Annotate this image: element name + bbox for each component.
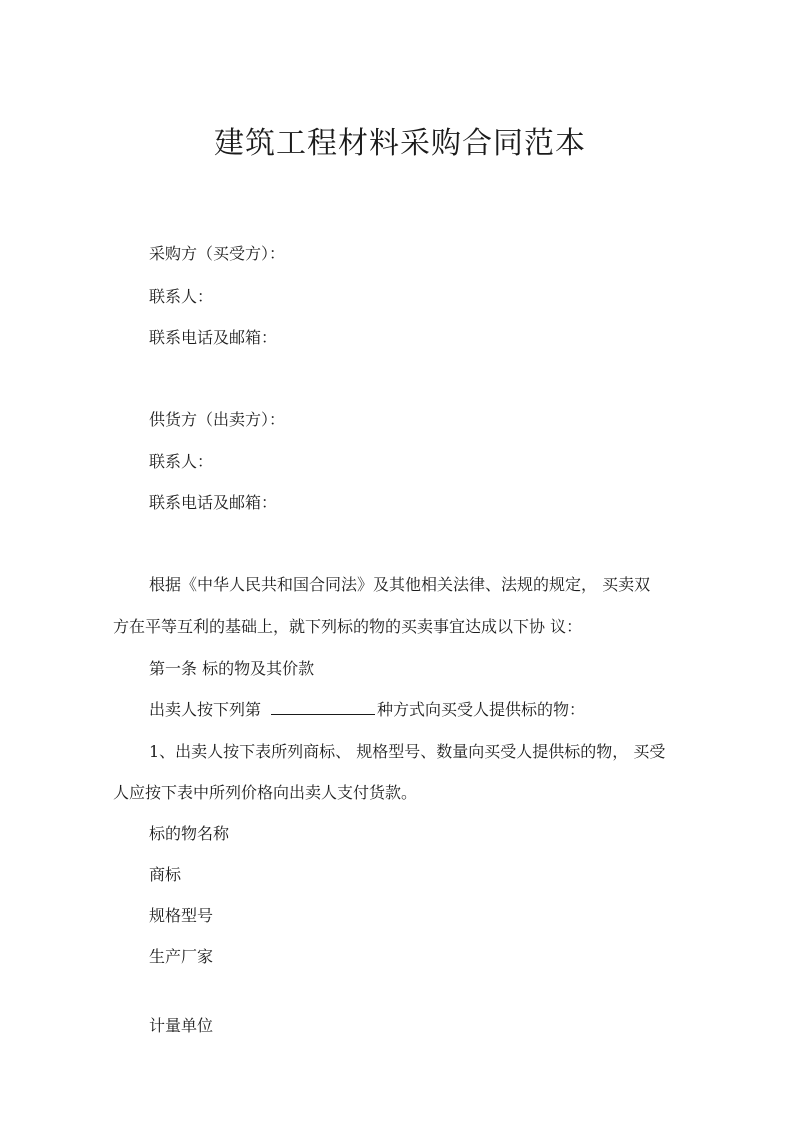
seller-party-label: 供货方（出卖方）： — [149, 410, 286, 429]
seller-phone-email-label: 联系电话及邮箱： — [149, 493, 278, 512]
clause1-line-2: 人应按下表中所列价格向出卖人支付货款。 — [113, 783, 418, 802]
supply-method-suffix: 种方式向买受人提供标的物： — [377, 700, 586, 719]
document-title: 建筑工程材料采购合同范本 — [214, 126, 586, 161]
preamble-line-2: 方在平等互利的基础上，就下列标的物的买卖事宜达成以下协 议： — [113, 617, 583, 636]
buyer-party-label: 采购方（买受方）： — [149, 244, 286, 263]
seller-contact-label: 联系人： — [149, 452, 214, 471]
article1-heading: 第一条 标的物及其价款 — [149, 659, 315, 678]
clause1-line-1: 1、出卖人按下表所列商标、 规格型号、数量向买受人提供标的物， 买受 — [149, 742, 666, 761]
supply-method-prefix: 出卖人按下列第 — [149, 700, 262, 719]
supply-method-blank — [271, 699, 375, 715]
field-unit: 计量单位 — [149, 1016, 214, 1035]
field-trademark: 商标 — [149, 865, 182, 884]
supply-method-line — [149, 699, 585, 721]
field-manufacturer: 生产厂家 — [149, 947, 214, 966]
buyer-contact-label: 联系人： — [149, 287, 214, 306]
field-item-name: 标的物名称 — [149, 824, 230, 843]
buyer-phone-email-label: 联系电话及邮箱： — [149, 328, 278, 347]
preamble-line-1: 根据《中华人民共和国合同法》及其他相关法律、法规的规定， 买卖双 — [149, 575, 651, 594]
field-spec-model: 规格型号 — [149, 906, 214, 925]
